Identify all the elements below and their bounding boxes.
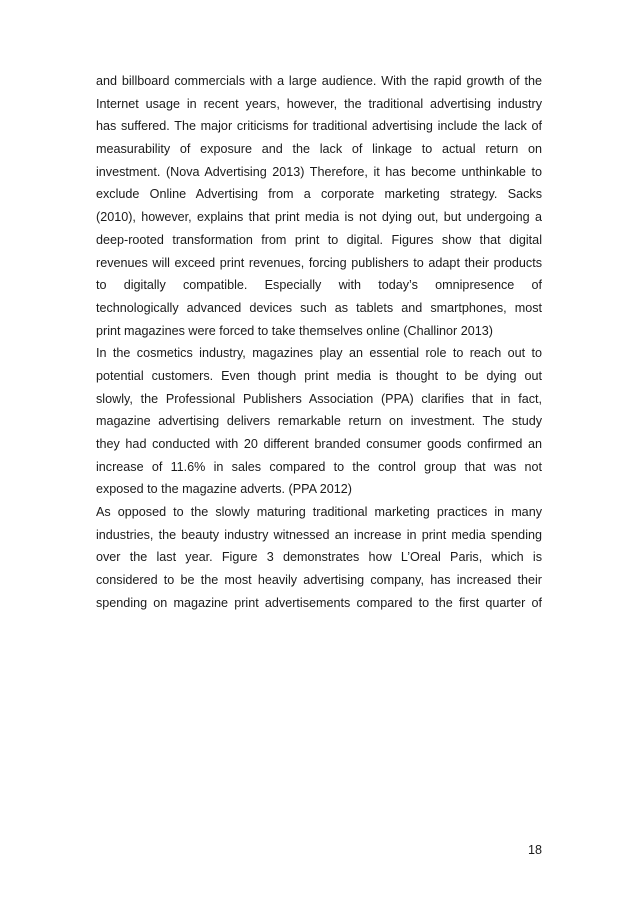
text-line: and billboard commercials with a large audience. With the rapid growth of the xyxy=(96,74,542,88)
text-line: increase of 11.6% in sales compared to the control group that was not xyxy=(96,459,542,474)
text-line: potential customers. Even though print media is thought to be dying out xyxy=(96,368,542,383)
text-line: spending on magazine print advertisements compared to the first quarter of xyxy=(96,595,542,610)
text-line: Internet usage in recent years, however, the traditional advertising industry xyxy=(96,96,542,111)
text-line: they had conducted with 20 different branded consumer goods confirmed an xyxy=(96,437,542,451)
text-line: has suffered. The major criticisms for traditional advertising include the lack of xyxy=(96,119,542,134)
text-line: industries, the beauty industry witnessed an increase in print media spending xyxy=(96,527,542,542)
text-line: (2010), however, explains that print media is not dying out, but undergoing a xyxy=(96,210,542,225)
text-line: As opposed to the slowly maturing traditional marketing practices in many xyxy=(96,505,542,520)
text-line: to digitally compatible. Especially with today’s omnipresence of xyxy=(96,278,542,293)
text-line: measurability of exposure and the lack of linkage to actual return on xyxy=(96,142,542,157)
text-line: considered to be the most heavily advertising company, has increased their xyxy=(96,573,542,588)
text-line: exposed to the magazine adverts. (PPA 2012) xyxy=(96,482,352,497)
text-line: investment. (Nova Advertising 2013) Therefore, it has become unthinkable to xyxy=(96,164,542,179)
text-line: magazine advertising delivers remarkable return on investment. The study xyxy=(96,414,542,429)
text-line: print magazines were forced to take themselves online (Challinor 2013) xyxy=(96,323,493,338)
text-line: deep-rooted transformation from print to digital. Figures show that digital xyxy=(96,232,542,247)
page-number: 18 xyxy=(527,843,542,857)
text-line: slowly, the Professional Publishers Association (PPA) clarifies that in fact, xyxy=(96,391,542,406)
text-line: technologically advanced devices such as tablets and smartphones, most xyxy=(96,300,542,315)
text-line: over the last year. Figure 3 demonstrates how L’Oreal Paris, which is xyxy=(96,550,542,565)
body-text xyxy=(96,70,542,615)
text-line: exclude Online Advertising from a corporate marketing strategy. Sacks xyxy=(96,187,542,202)
text-line: revenues will exceed print revenues, forcing publishers to adapt their products xyxy=(96,255,542,270)
text-line: In the cosmetics industry, magazines play an essential role to reach out to xyxy=(96,346,542,361)
